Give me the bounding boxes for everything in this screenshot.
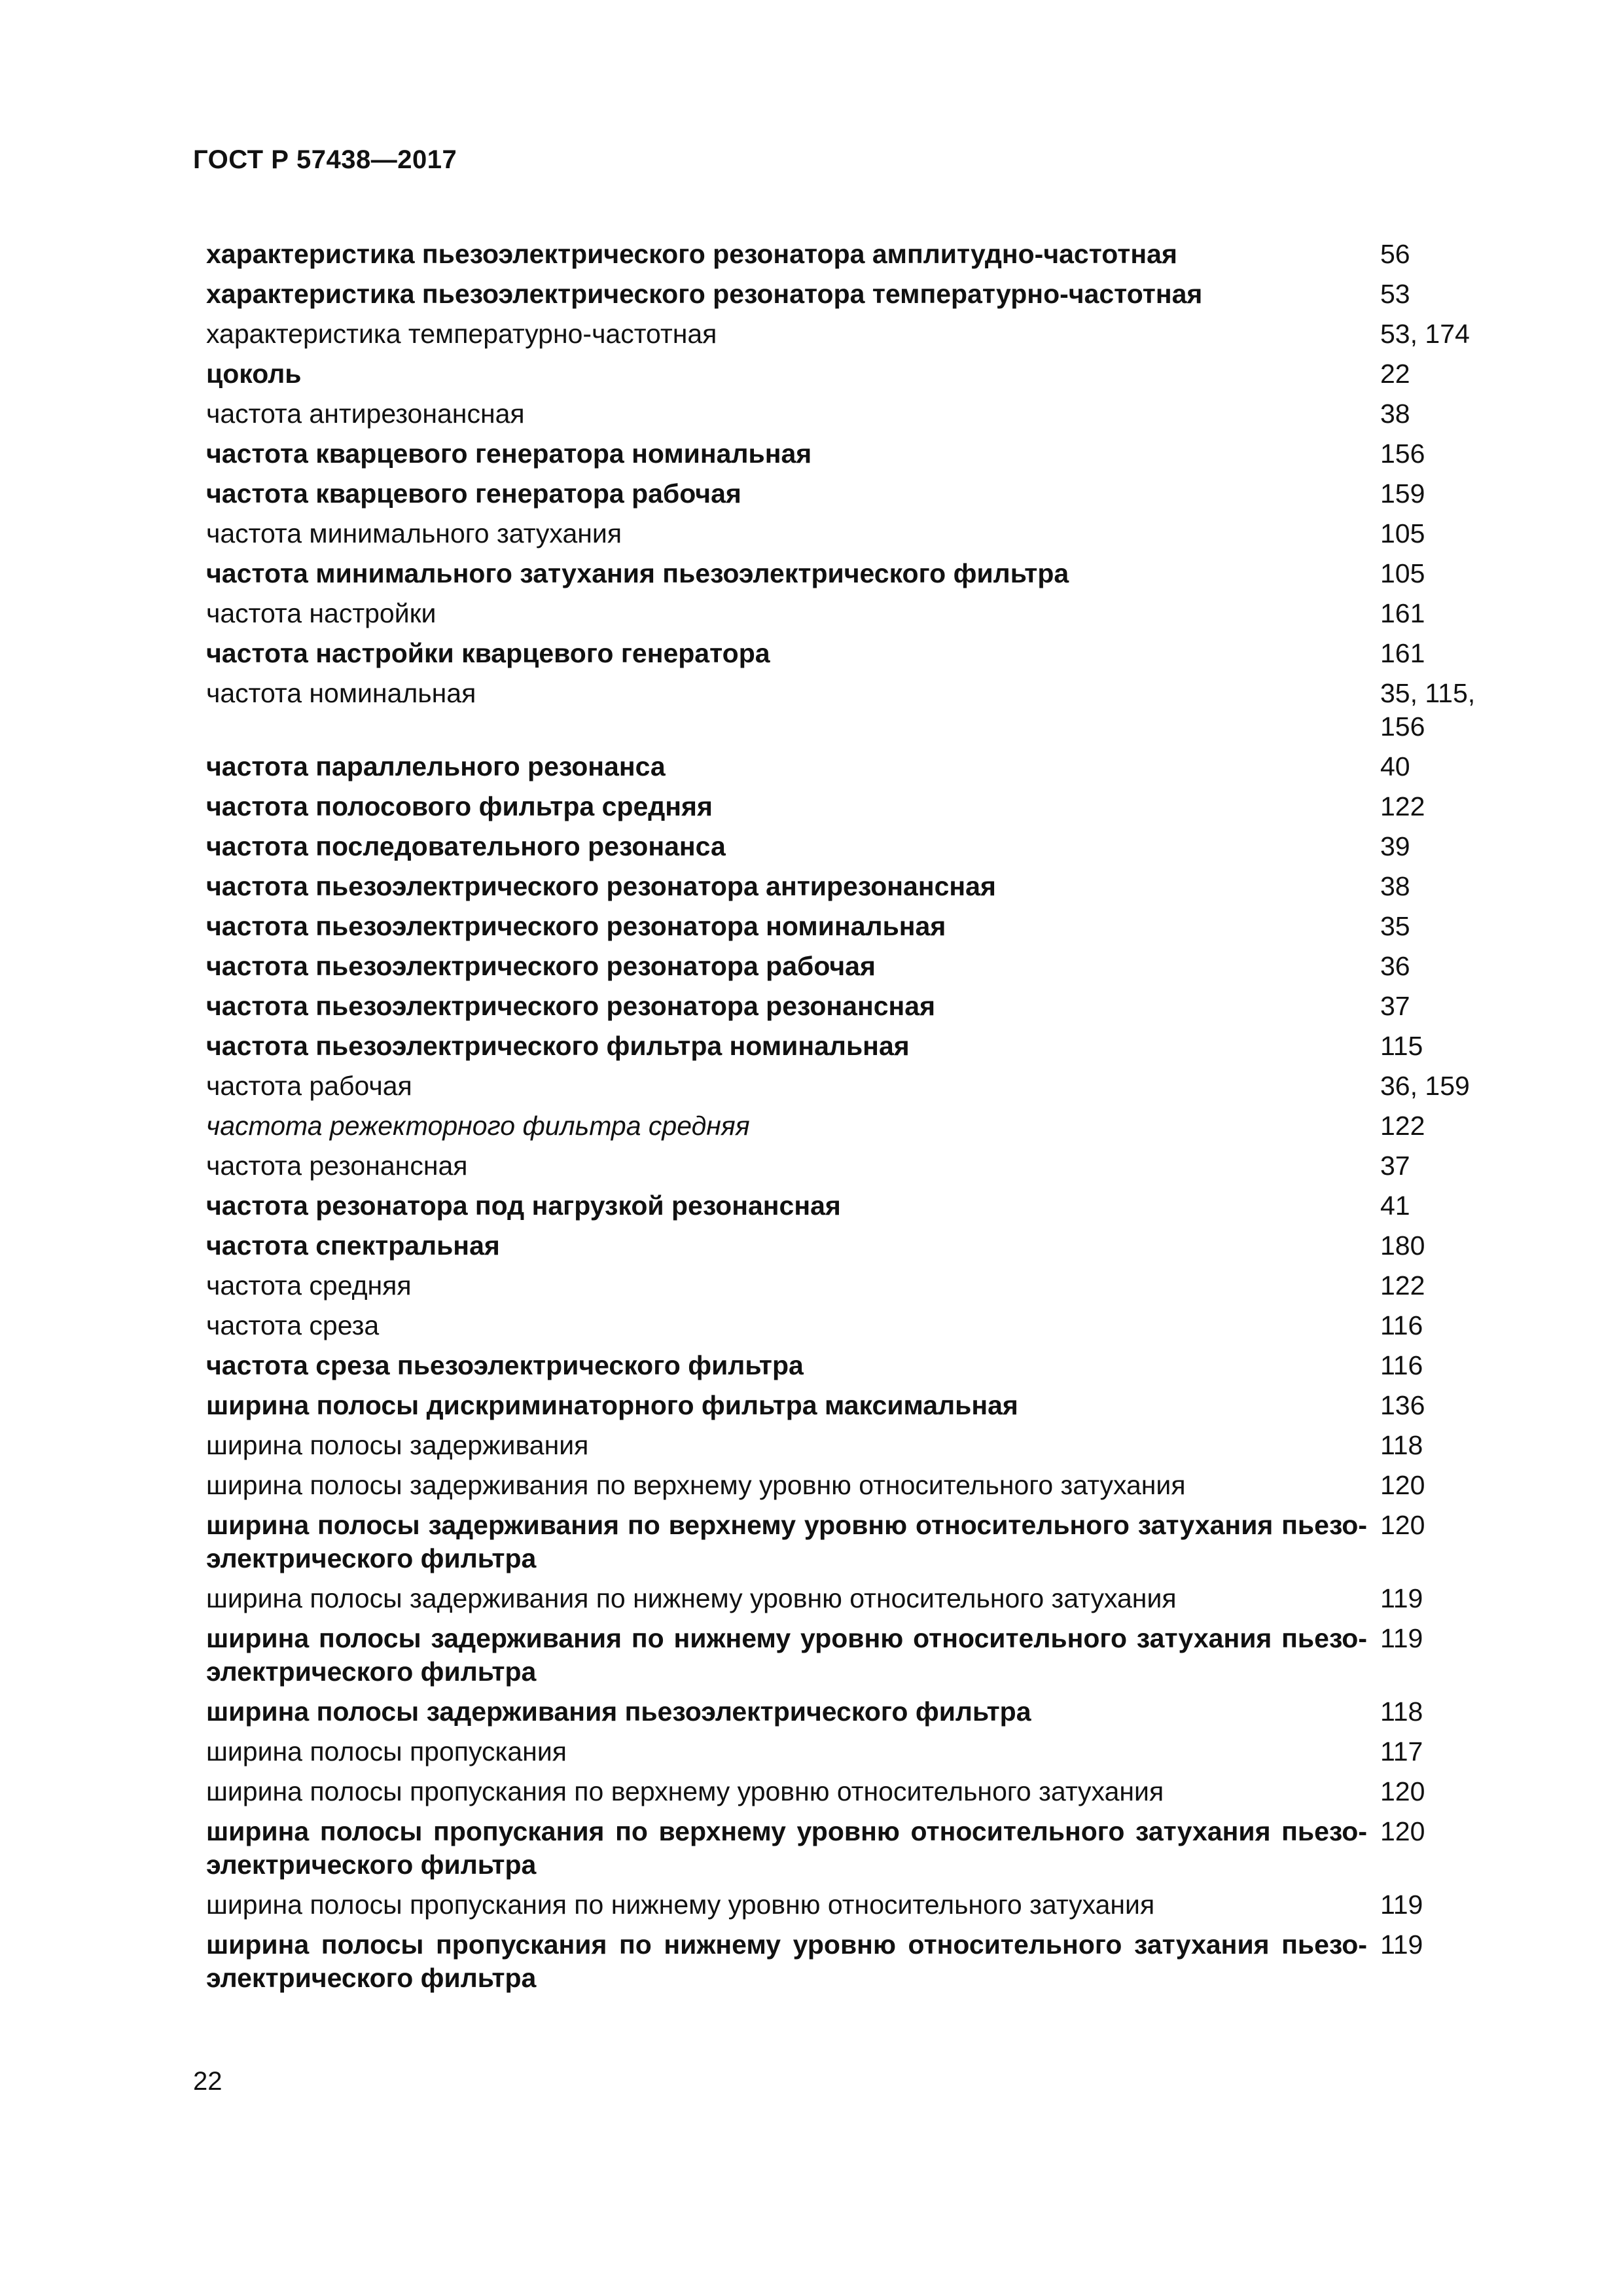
index-entry xyxy=(206,1306,1502,1346)
index-page-refs: 36, 159 xyxy=(1380,1071,1470,1101)
index-entry xyxy=(206,314,1502,354)
index-entry xyxy=(206,787,1502,827)
index-entry xyxy=(206,554,1502,594)
index-page-refs: 161 xyxy=(1380,638,1425,668)
index-term: частота резонансная xyxy=(206,1151,468,1181)
index-term: ширина полосы пропускания по верхнему уровню относительного затухания xyxy=(206,1776,1164,1806)
index-page-refs: 22 xyxy=(1380,359,1410,389)
index-entry xyxy=(206,1925,1502,1998)
index-page-refs: 53 xyxy=(1380,279,1410,309)
index-entry xyxy=(206,634,1502,673)
index-term: частота кварцевого генератора рабочая xyxy=(206,478,741,509)
index-page-refs: 37 xyxy=(1380,991,1410,1021)
index-page-refs: 39 xyxy=(1380,831,1410,861)
index-entry xyxy=(206,946,1502,986)
index-page-refs: 35 xyxy=(1380,911,1410,941)
index-term: частота кварцевого генератора номинальная xyxy=(206,439,812,469)
index-entry xyxy=(206,354,1502,394)
index-term: частота среза xyxy=(206,1310,380,1340)
index-page-refs: 117 xyxy=(1380,1736,1423,1767)
index-entry xyxy=(206,1386,1502,1426)
index-term: характеристика температурно-частотная xyxy=(206,319,717,349)
index-term: частота номинальная xyxy=(206,678,476,708)
index-term: частота антирезонансная xyxy=(206,399,525,429)
index-term: ширина полосы пропускания по нижнему уровню относительного затухания xyxy=(206,1890,1155,1920)
index-term: частота режекторного фильтра средняя xyxy=(206,1111,750,1141)
index-term: ширина полосы пропускания по нижнему уровню относительного затухания пьезо-электрического фильтра xyxy=(206,1929,1367,1993)
index-term: частота резонатора под нагрузкой резонансная xyxy=(206,1191,841,1221)
index-page-refs: 119 xyxy=(1380,1583,1423,1613)
index-entry xyxy=(206,474,1502,514)
index-term: ширина полосы задерживания по верхнему уровню относительного затухания пьезо-электрического фильтра xyxy=(206,1510,1367,1573)
index-term: частота пьезоэлектрического резонатора номинальная xyxy=(206,911,946,941)
index-entry xyxy=(206,234,1502,274)
index-entry xyxy=(206,906,1502,946)
index-page-refs: 119 xyxy=(1380,1623,1423,1653)
index-page-refs: 56 xyxy=(1380,239,1410,269)
index-term: ширина полосы задерживания xyxy=(206,1430,589,1460)
index-entry xyxy=(206,1226,1502,1266)
index-entry xyxy=(206,1812,1502,1885)
index-entry xyxy=(206,1266,1502,1306)
index-entry xyxy=(206,274,1502,314)
index-page-refs: 161 xyxy=(1380,598,1425,628)
index-entry xyxy=(206,1505,1502,1579)
index-term: частота среза пьезоэлектрического фильтра xyxy=(206,1350,804,1380)
index-term: ширина полосы дискриминаторного фильтра максимальная xyxy=(206,1390,1018,1420)
index-page-refs: 120 xyxy=(1380,1510,1425,1540)
index-entry xyxy=(206,1426,1502,1465)
index-page-refs: 115 xyxy=(1380,1031,1423,1061)
index-term: ширина полосы задерживания по нижнему уровню относительного затухания xyxy=(206,1583,1177,1613)
index-entry xyxy=(206,673,1502,747)
index-term: ширина полосы пропускания xyxy=(206,1736,567,1767)
index-entry xyxy=(206,1732,1502,1772)
index-page-refs: 122 xyxy=(1380,1111,1425,1141)
index-page-refs: 105 xyxy=(1380,518,1425,548)
index-page-refs: 180 xyxy=(1380,1230,1425,1261)
index-entry xyxy=(206,827,1502,867)
index-entry xyxy=(206,747,1502,787)
alphabetical-index-list xyxy=(206,234,1502,1998)
index-term: частота пьезоэлектрического фильтра номинальная xyxy=(206,1031,910,1061)
index-page-refs: 159 xyxy=(1380,478,1425,509)
index-term: частота настройки кварцевого генератора xyxy=(206,638,770,668)
index-entry xyxy=(206,394,1502,434)
index-page-refs: 119 xyxy=(1380,1929,1423,1960)
index-page-refs: 119 xyxy=(1380,1890,1423,1920)
index-term: частота пьезоэлектрического резонатора рабочая xyxy=(206,951,876,981)
index-page-refs: 136 xyxy=(1380,1390,1425,1420)
index-term: частота спектральная xyxy=(206,1230,500,1261)
index-entry xyxy=(206,1619,1502,1692)
index-page-refs: 156 xyxy=(1380,439,1425,469)
index-page-refs: 118 xyxy=(1380,1696,1423,1727)
index-page-refs: 37 xyxy=(1380,1151,1410,1181)
index-entry xyxy=(206,1186,1502,1226)
index-term: характеристика пьезоэлектрического резонатора температурно-частотная xyxy=(206,279,1203,309)
index-term: частота настройки xyxy=(206,598,437,628)
page-number: 22 xyxy=(193,2067,223,2096)
index-entry xyxy=(206,1346,1502,1386)
index-page-refs: 122 xyxy=(1380,791,1425,821)
index-entry xyxy=(206,1066,1502,1106)
index-page-refs: 120 xyxy=(1380,1776,1425,1806)
index-page-refs: 35, 115, 156 xyxy=(1380,678,1476,742)
index-page-refs: 40 xyxy=(1380,751,1410,781)
index-term: ширина полосы задерживания по нижнему уровню относительного затухания пьезо-электрического фильтра xyxy=(206,1623,1367,1687)
index-entry xyxy=(206,1026,1502,1066)
index-term: частота пьезоэлектрического резонатора резонансная xyxy=(206,991,936,1021)
index-entry xyxy=(206,1465,1502,1505)
index-entry xyxy=(206,1579,1502,1619)
index-page-refs: 120 xyxy=(1380,1470,1425,1500)
index-term: цоколь xyxy=(206,359,302,389)
index-term: частота параллельного резонанса xyxy=(206,751,666,781)
index-page-refs: 116 xyxy=(1380,1310,1423,1340)
index-term: ширина полосы пропускания по верхнему уровню относительного затухания пьезо-электрического фильтра xyxy=(206,1816,1367,1880)
index-page-refs: 118 xyxy=(1380,1430,1423,1460)
index-entry xyxy=(206,867,1502,906)
index-page-refs: 41 xyxy=(1380,1191,1410,1221)
index-entry xyxy=(206,1146,1502,1186)
index-page-refs: 36 xyxy=(1380,951,1410,981)
index-term: частота рабочая xyxy=(206,1071,412,1101)
index-entry xyxy=(206,986,1502,1026)
index-term: частота минимального затухания xyxy=(206,518,622,548)
index-term: ширина полосы задерживания пьезоэлектрического фильтра xyxy=(206,1696,1031,1727)
index-page-refs: 122 xyxy=(1380,1270,1425,1300)
index-term: частота минимального затухания пьезоэлектрического фильтра xyxy=(206,558,1069,588)
index-page-refs: 105 xyxy=(1380,558,1425,588)
index-page-refs: 38 xyxy=(1380,871,1410,901)
index-entry xyxy=(206,594,1502,634)
index-term: характеристика пьезоэлектрического резонатора амплитудно-частотная xyxy=(206,239,1177,269)
index-page-refs: 120 xyxy=(1380,1816,1425,1846)
index-entry xyxy=(206,434,1502,474)
index-term: частота средняя xyxy=(206,1270,412,1300)
index-term: частота последовательного резонанса xyxy=(206,831,726,861)
index-entry xyxy=(206,1885,1502,1925)
index-entry xyxy=(206,514,1502,554)
index-term: частота полосового фильтра средняя xyxy=(206,791,713,821)
index-term: ширина полосы задерживания по верхнему уровню относительного затухания xyxy=(206,1470,1186,1500)
index-term: частота пьезоэлектрического резонатора антирезонансная xyxy=(206,871,996,901)
index-entry xyxy=(206,1772,1502,1812)
index-entry xyxy=(206,1106,1502,1146)
index-entry xyxy=(206,1692,1502,1732)
index-page-refs: 53, 174 xyxy=(1380,319,1470,349)
document-code-header: ГОСТ Р 57438—2017 xyxy=(193,145,457,174)
index-page-refs: 38 xyxy=(1380,399,1410,429)
index-page-refs: 116 xyxy=(1380,1350,1423,1380)
